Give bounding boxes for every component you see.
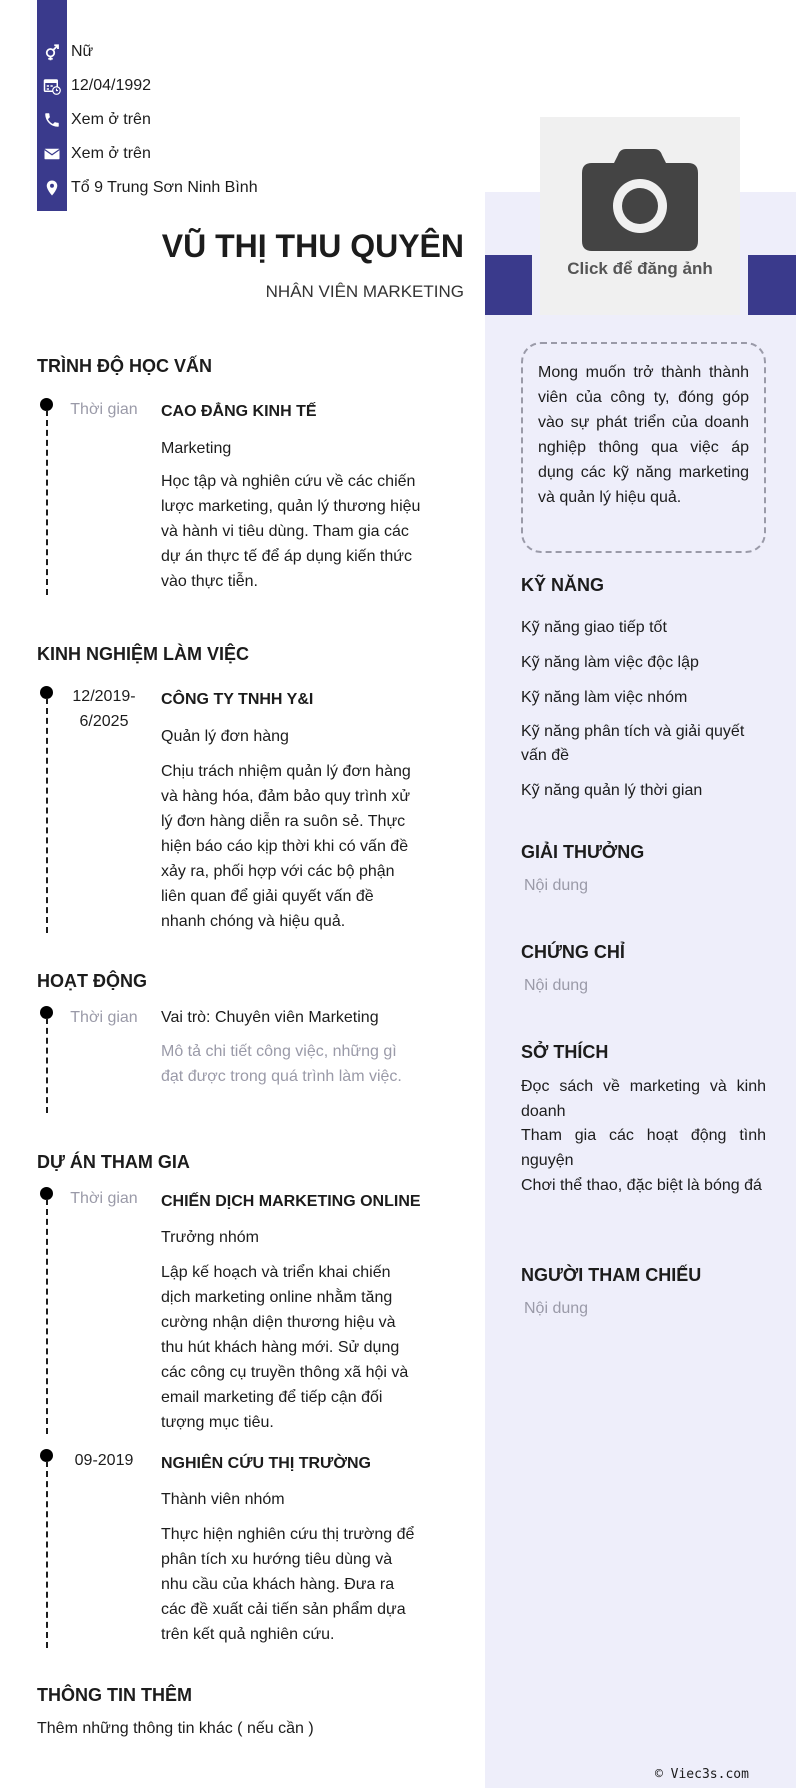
- gender-value: Nữ: [71, 43, 94, 60]
- job-title: NHÂN VIÊN MARKETING: [265, 282, 464, 301]
- location-icon: [37, 171, 67, 205]
- contact-email: [37, 137, 151, 171]
- project-role: Thành viên nhóm: [161, 1491, 285, 1508]
- education-description: Học tập và nghiên cứu về các chiến lược marketing, quản lý thương hiệu và hành vi tiêu dùng. Tham gia các dự án thực tế để áp dụng kiến thức vào thực tiễn.: [161, 473, 421, 590]
- experience-heading: KINH NGHIỆM LÀM VIỆC: [37, 644, 250, 664]
- timeline-line: [46, 1461, 48, 1648]
- mail-icon: [37, 137, 67, 171]
- skill-item: Kỹ năng phân tích và giải quyết vấn đề: [521, 723, 745, 764]
- timeline-line: [46, 410, 48, 595]
- contact-birthday: [37, 69, 151, 103]
- education-time: Thời gian: [70, 401, 138, 418]
- hobby-item: Đọc sách về marketing và kinh doanh: [521, 1078, 766, 1120]
- project-title: NGHIÊN CỨU THỊ TRƯỜNG: [161, 1455, 371, 1472]
- awards-content[interactable]: Nội dung: [524, 877, 589, 894]
- contact-address: [37, 171, 258, 205]
- photo-caption: Click để đăng ảnh: [567, 259, 713, 278]
- activity-description: Mô tả chi tiết công việc, những gì đạt được trong quá trình làm việc.: [161, 1043, 402, 1085]
- experience-role: Quản lý đơn hàng: [161, 728, 289, 745]
- skill-item: Kỹ năng giao tiếp tốt: [521, 619, 667, 636]
- email-value: Xem ở trên: [71, 145, 151, 162]
- photo-upload[interactable]: [540, 117, 740, 315]
- skills-heading: KỸ NĂNG: [521, 575, 605, 595]
- skill-item: Kỹ năng làm việc nhóm: [521, 689, 688, 706]
- birthday-value: 12/04/1992: [71, 77, 152, 94]
- project-description: Lập kế hoạch và triển khai chiến dịch marketing online nhằm tăng cường nhận diện thương hiệu và thu hút khách hàng mới. Sử dụng các công cụ truyền thông xã hội và email marketing để tiếp cận đối tượng mục tiêu.: [161, 1264, 409, 1431]
- project-role: Trưởng nhóm: [161, 1229, 259, 1246]
- candidate-name: VŨ THỊ THU QUYÊN: [161, 228, 464, 264]
- additional-text: Thêm những thông tin khác ( nếu cần ): [37, 1720, 314, 1737]
- career-objective: Mong muốn trở thành thành viên của công ty, đóng góp vào sự phát triển của doanh nghiệp thông qua việc áp dụng các kỹ năng marketing và quản lý hiệu quả.: [521, 342, 766, 553]
- calendar-icon: [37, 69, 67, 103]
- accent-block-right: [748, 255, 796, 315]
- gender-icon: [37, 35, 67, 69]
- project-time: 09-2019: [74, 1452, 134, 1469]
- activity-time: Thời gian: [70, 1009, 138, 1026]
- hobby-item: Chơi thể thao, đặc biệt là bóng đá: [521, 1177, 762, 1194]
- phone-icon: [37, 103, 67, 137]
- timeline-line: [46, 698, 48, 933]
- references-content[interactable]: Nội dung: [524, 1300, 589, 1317]
- education-major: Marketing: [161, 440, 232, 457]
- address-value: Tổ 9 Trung Sơn Ninh Bình: [71, 179, 258, 196]
- hobbies-heading: SỞ THÍCH: [521, 1042, 609, 1062]
- contact-gender: [37, 35, 93, 69]
- certificates-content[interactable]: Nội dung: [524, 977, 589, 994]
- project-title: CHIẾN DỊCH MARKETING ONLINE: [161, 1193, 421, 1210]
- timeline-line: [46, 1018, 48, 1113]
- references-heading: NGƯỜI THAM CHIẾU: [521, 1265, 702, 1285]
- activity-role: Vai trò: Chuyên viên Marketing: [161, 1009, 379, 1026]
- experience-time: 12/2019- 6/2025: [72, 688, 136, 730]
- timeline-line: [46, 1199, 48, 1434]
- education-heading: TRÌNH ĐỘ HỌC VẤN: [37, 356, 212, 376]
- project-time: Thời gian: [70, 1190, 138, 1207]
- education-school: CAO ĐẲNG KINH TẾ: [161, 403, 317, 420]
- accent-block-left: [485, 255, 532, 315]
- certificates-heading: CHỨNG CHỈ: [521, 942, 625, 962]
- awards-heading: GIẢI THƯỞNG: [521, 842, 645, 862]
- experience-company: CÔNG TY TNHH Y&I: [161, 691, 314, 708]
- additional-heading: THÔNG TIN THÊM: [37, 1685, 192, 1705]
- phone-value: Xem ở trên: [71, 111, 151, 128]
- project-description: Thực hiện nghiên cứu thị trường để phân tích xu hướng tiêu dùng và nhu cầu của khách hàng. Đưa ra các đề xuất cải tiến sản phẩm dựa trên kết quả nghiên cứu.: [161, 1526, 415, 1643]
- skill-item: Kỹ năng làm việc độc lập: [521, 654, 699, 671]
- copyright-footer: © Viec3s.com: [655, 1767, 749, 1782]
- activities-heading: HOẠT ĐỘNG: [37, 971, 147, 991]
- contact-phone: [37, 103, 151, 137]
- camera-icon: [580, 147, 700, 251]
- experience-description: Chịu trách nhiệm quản lý đơn hàng và hàng hóa, đảm bảo quy trình xử lý đơn hàng diễn ra suôn sẻ. Thực hiện báo cáo kịp thời khi có vấn đề xảy ra, phối hợp với các bộ phận liên quan để giải quyết vấn đề nhanh chóng và hiệu quả.: [161, 763, 411, 930]
- skill-item: Kỹ năng quản lý thời gian: [521, 782, 703, 799]
- projects-heading: DỰ ÁN THAM GIA: [37, 1152, 190, 1172]
- hobby-item: Tham gia các hoạt động tình nguyện: [521, 1127, 766, 1169]
